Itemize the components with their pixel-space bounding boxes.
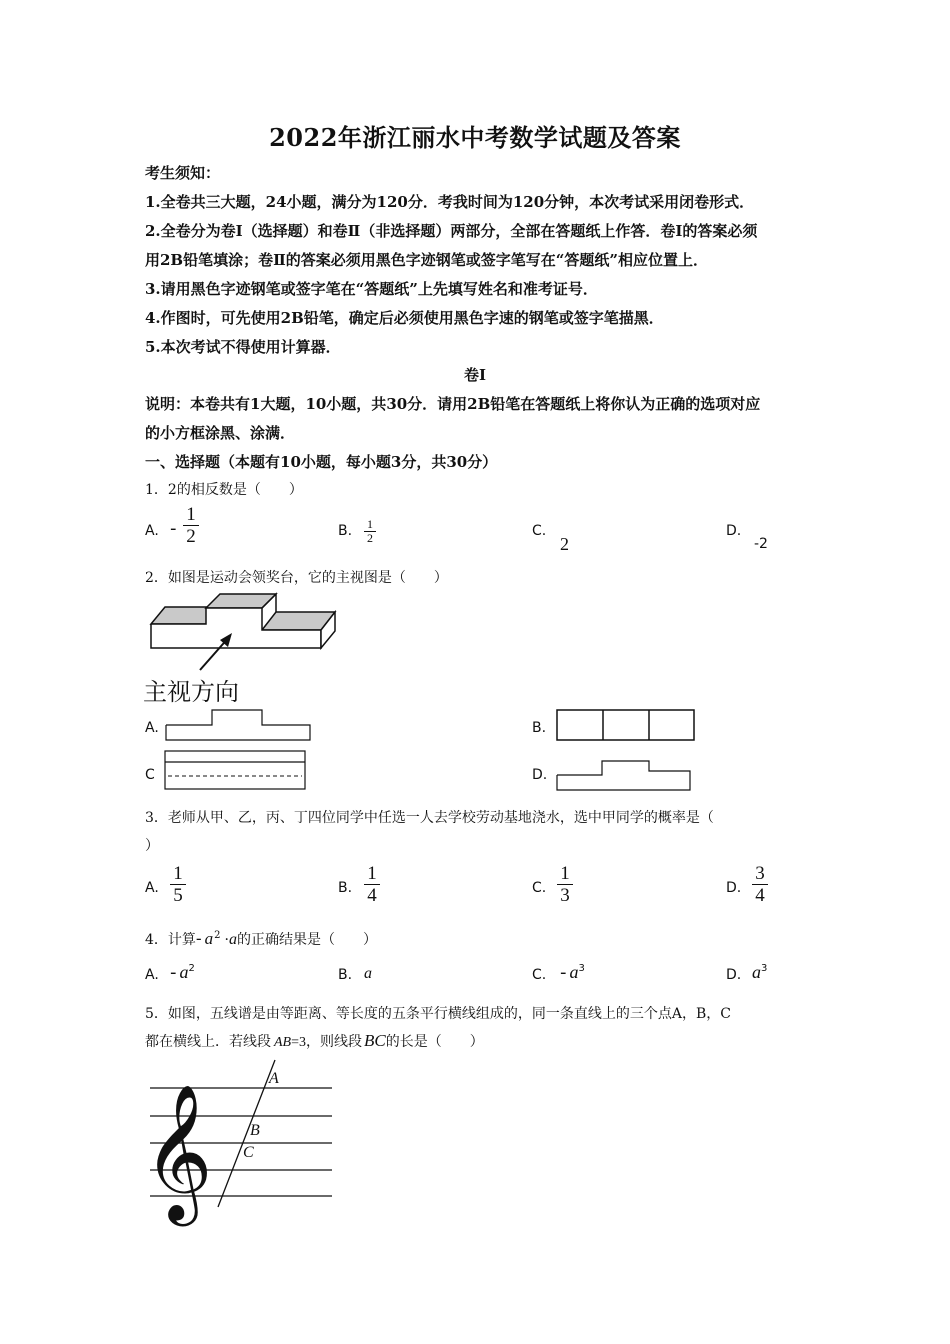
notice-item-5: 5.本次考试不得使用计算器． (145, 338, 341, 356)
section-desc-1: 说明：本卷共有1大题，10小题，共30分．请用2B铅笔在答题纸上将你认为正确的选项对应 (145, 395, 761, 413)
q2-option-a-figure (165, 708, 315, 744)
q1-option-a-fraction (183, 504, 199, 547)
notice-heading: 考生须知： (145, 164, 221, 182)
q5-stem-1: 5．如图，五线谱是由等距离、等长度的五条平行横线组成的，同一条直线上的三个点A，B，C (145, 1006, 732, 1022)
numerator: 1 (367, 863, 377, 884)
q5-bc: BC (364, 1031, 386, 1050)
q3-option-c-label: C. (532, 880, 547, 896)
denominator: 3 (560, 885, 570, 906)
q5-stem-pre: 都在横线上．若线段 (145, 1034, 271, 1050)
q4-option-c-label: C. (532, 967, 547, 983)
q2-option-b-figure (556, 709, 698, 743)
section-desc-2: 的小方框涂黑、涂满． (145, 424, 296, 442)
base: a (752, 962, 761, 982)
q4-dot: · (224, 932, 229, 948)
q1-option-b-fraction (364, 518, 376, 545)
q1-option-c-label: C. (532, 523, 547, 539)
notice-item-2-cont: 用2B铅笔填涂；卷Ⅱ的答案必须用黑色字迹钢笔或签字笔写在“答题纸”相应位置上． (145, 251, 709, 269)
q2-stem: 2．如图是运动会领奖台，它的主视图是（ ） (145, 570, 448, 586)
denominator: 5 (173, 885, 183, 906)
exponent: 2 (188, 963, 195, 974)
q4-stem-pre: 4．计算 (145, 932, 196, 948)
exponent: 3 (761, 963, 768, 974)
section-title: 卷Ⅰ (463, 366, 487, 384)
q1-option-d-label: D. (726, 523, 742, 539)
part-one-heading: 一、选择题（本题有10小题，每小题3分，共30分） (145, 453, 498, 471)
notice-item-3: 3.请用黑色字迹钢笔或签字笔在“答题纸”上先填写姓名和准考证号． (145, 280, 598, 298)
base: a (569, 962, 579, 982)
notice-item-2: 2.全卷分为卷Ⅰ（选择题）和卷Ⅱ（非选择题）两部分，全部在答题纸上作答．卷Ⅰ的答案必须 (145, 222, 758, 240)
q1-option-a-sign: - (170, 518, 177, 539)
point-b-label: B (250, 1122, 260, 1139)
q2-direction-label: 主视方向 (143, 678, 239, 706)
q5-mid: ，则线段 (306, 1034, 363, 1050)
q3-stem-1: 3．老师从甲、乙，丙、丁四位同学中任选一人去学校劳动基地浇水，选中甲同学的概率是（ (145, 810, 714, 826)
denominator: 4 (755, 885, 765, 906)
q2-option-c-label: C (145, 767, 155, 783)
q4-exp: 2 (214, 930, 221, 942)
q1-stem: 1．2的相反数是（ ） (145, 482, 303, 498)
q4-var-a: a (204, 929, 214, 948)
q1-option-d-value: -2 (754, 536, 768, 552)
q4-stem-post: 的正确结果是（ ） (237, 932, 377, 948)
point-c-label: C (243, 1144, 254, 1161)
q1-option-c-value: 2 (560, 534, 569, 554)
q4-var-a2: a (229, 931, 237, 948)
exponent: 3 (578, 963, 585, 974)
q3-option-c-fraction (557, 863, 573, 906)
q3-option-b-label: B. (338, 880, 353, 896)
q5-ab: AB (274, 1035, 292, 1050)
q4-option-d-expr (752, 962, 767, 983)
q2-option-a-label: A. (145, 720, 159, 736)
point-a-label: A (269, 1070, 279, 1087)
q4-option-a-expr (170, 962, 195, 983)
q4-option-a-label: A. (145, 967, 159, 983)
svg-text:𝄞: 𝄞 (143, 1082, 213, 1220)
q2-option-c-figure (164, 750, 309, 792)
notice-item-1: 1.全卷共三大题，24小题，满分为120分．考我时间为120分钟，本次考试采用闭卷形式． (145, 193, 755, 211)
q2-option-b-label: B. (532, 720, 547, 736)
q3-option-b-fraction (364, 863, 380, 906)
q5-stem-2 (145, 1031, 484, 1051)
notice-item-4: 4.作图时，可先使用2B铅笔，确定后必须使用黑色字速的钢笔或签字笔描黑． (145, 309, 664, 327)
q5-stem-post: 的长是（ ） (385, 1034, 484, 1050)
base: a (179, 962, 189, 982)
denominator: 4 (367, 885, 377, 906)
q3-stem-2: ） (145, 838, 159, 854)
q4-option-d-label: D. (726, 967, 742, 983)
denominator: 2 (186, 526, 196, 547)
numerator: 1 (186, 504, 196, 525)
sign: - (170, 962, 177, 983)
q1-option-a-label: A. (145, 523, 159, 539)
numerator: 1 (560, 863, 570, 884)
numerator: 1 (367, 517, 373, 531)
staff-figure (143, 1060, 345, 1220)
q3-option-d-label: D. (726, 880, 742, 896)
denominator: 2 (367, 531, 373, 545)
q2-option-d-label: D. (532, 767, 548, 783)
q3-option-a-label: A. (145, 880, 159, 896)
podium-figure (140, 590, 360, 680)
q1-option-b-label: B. (338, 523, 353, 539)
q4-stem (145, 929, 377, 949)
q4-minus: - (195, 929, 202, 949)
q4-option-c-expr (560, 962, 585, 983)
q5-eq: =3 (291, 1035, 307, 1050)
numerator: 1 (173, 863, 183, 884)
q4-option-b-expr: a (364, 965, 372, 982)
q4-option-b-label: B. (338, 967, 353, 983)
q3-option-a-fraction (170, 863, 186, 906)
page-title: 2022年浙江丽水中考数学试题及答案 (269, 123, 681, 152)
q2-option-d-figure (556, 759, 696, 793)
q3-option-d-fraction (752, 863, 768, 906)
numerator: 3 (755, 863, 765, 884)
sign: - (560, 962, 567, 983)
